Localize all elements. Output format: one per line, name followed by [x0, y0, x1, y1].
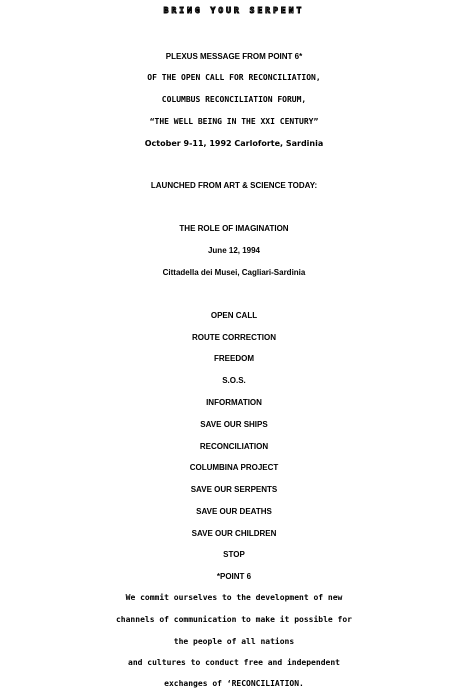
- call-item: FREEDOM: [214, 354, 254, 363]
- call-item: SAVE OUR SHIPS: [200, 420, 268, 429]
- message-subheading: OF THE OPEN CALL FOR RECONCILIATION,: [147, 73, 321, 82]
- call-item: ROUTE CORRECTION: [192, 333, 276, 342]
- call-item: SAVE OUR CHILDREN: [191, 529, 277, 538]
- call-item: OPEN CALL: [210, 311, 258, 320]
- call-item: *POINT 6: [216, 572, 252, 581]
- event-date: June 12, 1994: [207, 246, 261, 255]
- commitment-line: the people of all nations: [173, 637, 295, 646]
- call-item: INFORMATION: [206, 398, 262, 407]
- call-item: SAVE OUR DEATHS: [196, 507, 272, 516]
- call-item: STOP: [223, 550, 245, 559]
- event-title: THE ROLE OF IMAGINATION: [179, 224, 289, 233]
- event-location: Cittadella dei Musei, Cagliari-Sardinia: [162, 268, 306, 277]
- call-item: S.O.S.: [222, 376, 246, 385]
- call-item: RECONCILIATION: [199, 442, 269, 451]
- page-header-title: BRING YOUR SERPENT: [163, 6, 305, 15]
- forum-theme: “THE WELL BEING IN THE XXI CENTURY”: [149, 117, 319, 126]
- message-heading: PLEXUS MESSAGE FROM POINT 6*: [165, 52, 303, 61]
- launch-line: LAUNCHED FROM ART & SCIENCE TODAY:: [150, 181, 318, 190]
- commitment-line: We commit ourselves to the development of new: [125, 593, 343, 602]
- commitment-line: exchanges of ‘RECONCILIATION.: [164, 679, 304, 688]
- forum-name: COLUMBUS RECONCILIATION FORUM,: [161, 95, 307, 104]
- call-item: SAVE OUR SERPENTS: [190, 485, 278, 494]
- forum-date-location: October 9-11, 1992 Carloforte, Sardinia: [144, 139, 324, 148]
- call-item: COLUMBINA PROJECT: [189, 463, 279, 472]
- commitment-line: and cultures to conduct free and independent: [128, 658, 340, 667]
- commitment-line: channels of communication to make it possible for: [115, 615, 352, 624]
